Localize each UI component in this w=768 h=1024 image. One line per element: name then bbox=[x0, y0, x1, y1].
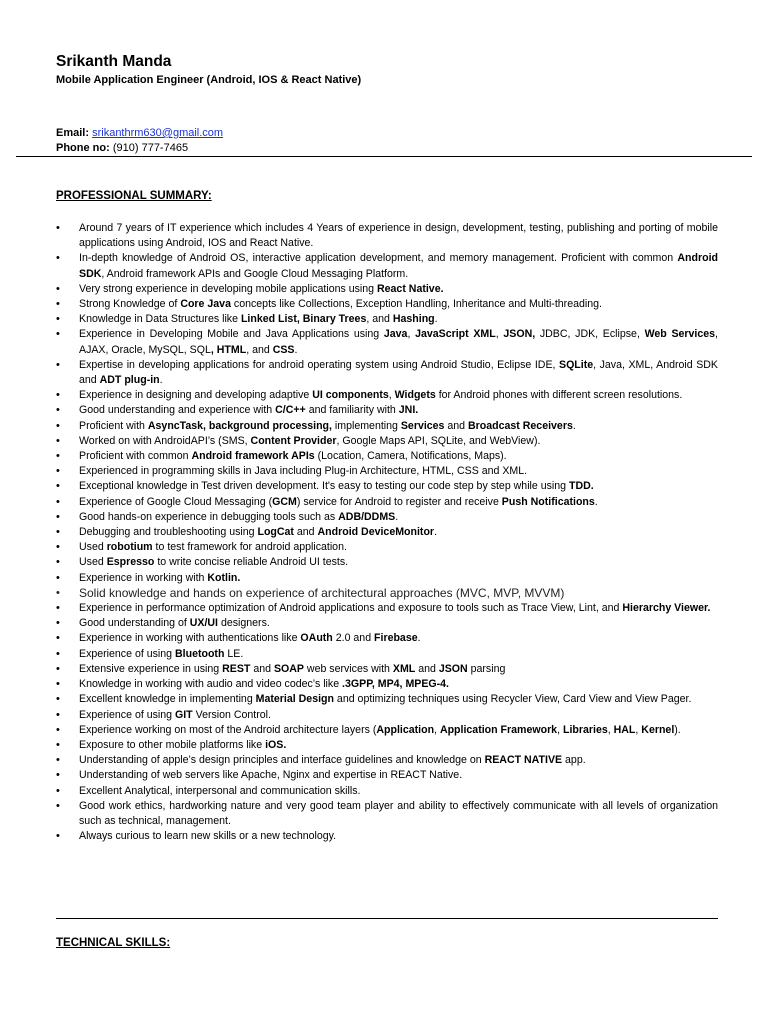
summary-text: , bbox=[434, 723, 440, 736]
summary-text: Used bbox=[79, 541, 107, 554]
summary-text: Linked List, Binary Trees bbox=[240, 313, 367, 326]
summary-text: robotium bbox=[106, 541, 153, 554]
summary-item bbox=[56, 479, 718, 494]
summary-text: Hashing bbox=[392, 313, 435, 326]
summary-text: . bbox=[395, 510, 399, 523]
summary-text: Around 7 years of IT experience which includes 4 Years of experience in design, development, testing, publishing and porting of mobile applications using Android, IOS and React Native. bbox=[79, 222, 718, 250]
summary-text: Experience in working with bbox=[79, 571, 208, 584]
summary-text: Good understanding of bbox=[79, 617, 190, 630]
summary-text: Material Design bbox=[255, 693, 334, 706]
summary-text: , AJAX, Oracle, MySQL, SQL bbox=[79, 328, 718, 356]
summary-item bbox=[56, 419, 718, 434]
summary-item bbox=[56, 434, 718, 449]
summary-text: . bbox=[434, 526, 438, 539]
summary-text: . bbox=[594, 495, 598, 508]
summary-text: REACT NATIVE bbox=[484, 754, 563, 767]
summary-text: , Java, XML, Android SDK and bbox=[79, 358, 718, 387]
summary-item bbox=[56, 555, 718, 570]
summary-text: , HTML bbox=[210, 343, 247, 356]
summary-text: Knowledge in working with audio and video codec’s like bbox=[79, 678, 343, 691]
summary-text: Excellent knowledge in implementing bbox=[79, 693, 256, 706]
summary-text: ) service for Android to register and receive bbox=[296, 495, 502, 508]
summary-text: Experience in designing and developing adaptive bbox=[79, 389, 313, 402]
summary-item bbox=[56, 449, 718, 464]
summary-text: . bbox=[417, 632, 421, 645]
summary-text: Application bbox=[376, 723, 435, 736]
summary-text: Extensive experience in using bbox=[79, 662, 223, 675]
summary-text: , and bbox=[366, 313, 393, 326]
summary-text: Bluetooth bbox=[175, 647, 225, 660]
summary-text: Experience in Developing Mobile and Java Applications using bbox=[79, 328, 384, 341]
summary-text: . bbox=[159, 374, 163, 387]
summary-text: Push Notifications bbox=[501, 495, 595, 508]
summary-text: AsyncTask, background processing, bbox=[147, 419, 332, 432]
email-label: Email bbox=[56, 127, 86, 139]
summary-text: Web Services bbox=[644, 328, 716, 341]
summary-text: LogCat bbox=[257, 526, 294, 539]
email-link[interactable]: srikanthrm630@gmail.com bbox=[92, 127, 224, 139]
summary-text: Used bbox=[79, 556, 107, 569]
summary-text: Hierarchy Viewer. bbox=[622, 602, 711, 615]
summary-text: Exposure to other mobile platforms like bbox=[79, 738, 266, 751]
summary-item bbox=[56, 540, 718, 555]
summary-text: to write concise reliable Android UI tests. bbox=[154, 556, 349, 569]
summary-text: JDBC, JDK, Eclipse, bbox=[535, 328, 645, 341]
summary-text: Java bbox=[383, 328, 408, 341]
summary-item bbox=[56, 312, 718, 327]
summary-text: , bbox=[495, 328, 504, 341]
summary-item bbox=[56, 708, 718, 723]
summary-text: Kernel bbox=[641, 723, 675, 736]
summary-text: , bbox=[607, 723, 614, 736]
summary-text: GIT bbox=[175, 708, 193, 721]
summary-text: Content Provider bbox=[250, 434, 337, 447]
summary-item bbox=[56, 692, 718, 707]
summary-item bbox=[56, 388, 718, 403]
summary-text: Debugging and troubleshooting using bbox=[79, 526, 258, 539]
section-divider bbox=[56, 918, 718, 919]
summary-item bbox=[56, 631, 718, 646]
summary-item bbox=[56, 358, 718, 388]
summary-text: and bbox=[444, 419, 469, 432]
summary-text: ADT plug-in bbox=[99, 374, 160, 387]
summary-text: Core Java bbox=[180, 298, 231, 311]
summary-text: . bbox=[572, 419, 576, 432]
summary-text: SQLite bbox=[559, 358, 594, 371]
summary-text: and bbox=[415, 662, 439, 675]
summary-text: implementing bbox=[331, 419, 401, 432]
summary-text: Knowledge in Data Structures like bbox=[79, 313, 241, 326]
summary-text: Espresso bbox=[106, 556, 155, 569]
summary-text: , Android framework APIs and Google Cloud Messaging Platform. bbox=[101, 267, 409, 280]
candidate-name: Srikanth Manda bbox=[56, 53, 172, 70]
summary-item bbox=[56, 829, 718, 844]
summary-item bbox=[56, 571, 718, 586]
summary-text: , bbox=[635, 723, 642, 736]
summary-item bbox=[56, 677, 718, 692]
summary-text: (Location, Camera, Notifications, Maps). bbox=[314, 450, 507, 463]
summary-text: TDD. bbox=[569, 480, 594, 493]
summary-text: iOS. bbox=[265, 738, 287, 751]
summary-text: JSON bbox=[438, 662, 468, 675]
summary-item bbox=[56, 464, 718, 479]
summary-text: REST bbox=[222, 662, 251, 675]
summary-text: Firebase bbox=[374, 632, 418, 645]
summary-text: , and bbox=[246, 343, 273, 356]
summary-text: for Android phones with different screen resolutions. bbox=[435, 389, 683, 402]
summary-heading: PROFESSIONAL SUMMARY: bbox=[56, 190, 212, 202]
summary-text: ). bbox=[674, 723, 681, 736]
summary-item bbox=[56, 799, 718, 829]
summary-text: Worked on with AndroidAPI’s (SMS, bbox=[79, 434, 251, 447]
summary-text: C/C++ bbox=[275, 404, 306, 417]
summary-text: Experience of Google Cloud Messaging ( bbox=[79, 495, 273, 508]
summary-text: Understanding of apple’s design principles and interface guidelines and knowledge on bbox=[79, 754, 485, 767]
summary-text: and bbox=[250, 662, 274, 675]
email-line: Email: srikanthrm630@gmail.com bbox=[56, 127, 224, 139]
summary-text: Exceptional knowledge in Test driven development. It's easy to testing our code step by step while using bbox=[79, 480, 570, 493]
skills-heading: TECHNICAL SKILLS: bbox=[56, 937, 171, 949]
summary-text: UX/UI bbox=[189, 617, 218, 630]
summary-text: , bbox=[388, 389, 395, 402]
summary-text: Android framework APIs bbox=[191, 450, 315, 463]
summary-text: JSON, bbox=[503, 328, 536, 341]
summary-text: Broadcast Receivers bbox=[468, 419, 573, 432]
summary-text: Version Control. bbox=[192, 708, 271, 721]
summary-text: Android SDK bbox=[79, 252, 718, 280]
summary-text: GCM bbox=[272, 495, 297, 508]
summary-text: Experience in performance optimization of Android applications and exposure to tools such as Trace View, Lint, and bbox=[79, 602, 623, 615]
summary-text: XML bbox=[392, 662, 416, 675]
summary-text: Strong Knowledge of bbox=[79, 298, 181, 311]
summary-item bbox=[56, 723, 718, 738]
summary-text: , bbox=[407, 328, 416, 341]
phone-line: Phone no: (910) 777-7465 bbox=[56, 142, 189, 154]
summary-text: parsing bbox=[467, 662, 506, 675]
summary-text: to test framework for android application. bbox=[152, 541, 347, 554]
summary-text: Always curious to learn new skills or a new technology. bbox=[79, 830, 337, 843]
summary-text: .3GPP, MP4, MPEG-4. bbox=[342, 678, 450, 691]
summary-text: web services with bbox=[303, 662, 393, 675]
summary-text: Good understanding and experience with bbox=[79, 404, 276, 417]
summary-text: Excellent Analytical, interpersonal and communication skills. bbox=[79, 784, 361, 797]
summary-item bbox=[56, 282, 718, 297]
summary-item bbox=[56, 616, 718, 631]
summary-text: ADB/DDMS bbox=[338, 510, 396, 523]
summary-text: Kotlin. bbox=[207, 571, 241, 584]
summary-item bbox=[56, 327, 718, 357]
summary-text: Experienced in programming skills in Java including Plug-in Architecture, HTML, CSS and XML. bbox=[79, 465, 528, 478]
summary-text: and familiarity with bbox=[305, 404, 399, 417]
summary-text: Expertise in developing applications for android operating system using Android Studio, Eclipse IDE, bbox=[79, 358, 559, 371]
summary-item bbox=[56, 403, 718, 418]
summary-text: Experience working on most of the Android architecture layers ( bbox=[79, 723, 377, 736]
summary-text: UI components bbox=[312, 389, 389, 402]
summary-text: Understanding of web servers like Apache, Nginx and expertise in REACT Native. bbox=[79, 769, 463, 782]
summary-text: , bbox=[557, 723, 563, 736]
job-title: Mobile Application Engineer (Android, IOS & React Native) bbox=[56, 74, 362, 86]
summary-text: . bbox=[434, 313, 438, 326]
summary-text: designers. bbox=[218, 617, 270, 630]
summary-text: Good hands-on experience in debugging tools such as bbox=[79, 510, 339, 523]
summary-text: Very strong experience in developing mobile applications using bbox=[79, 282, 377, 295]
summary-text: , Google Maps API, SQLite, and WebView). bbox=[336, 434, 541, 447]
summary-text: OAuth bbox=[300, 632, 333, 645]
summary-text: JNI. bbox=[398, 404, 419, 417]
summary-list bbox=[56, 221, 718, 844]
summary-text: JavaScript XML bbox=[415, 328, 496, 341]
summary-text: 2.0 and bbox=[332, 632, 375, 645]
summary-text: LE. bbox=[224, 647, 244, 660]
summary-text: Widgets bbox=[394, 389, 436, 402]
summary-item bbox=[56, 510, 718, 525]
summary-text: Solid knowledge and hands on experience of architectural approaches (MVC, MVP, MVVM) bbox=[79, 585, 565, 600]
summary-item bbox=[56, 297, 718, 312]
summary-item bbox=[56, 647, 718, 662]
summary-text: In-depth knowledge of Android OS, interactive application development, and memory management. Proficient with common bbox=[79, 252, 678, 265]
summary-text: Proficient with bbox=[79, 419, 148, 432]
summary-text: Experience in working with authentications like bbox=[79, 632, 301, 645]
phone-number: (910) 777-7465 bbox=[112, 142, 189, 154]
summary-item bbox=[56, 768, 718, 783]
summary-text: React Native. bbox=[377, 282, 444, 295]
summary-text: Services bbox=[400, 419, 445, 432]
phone-label: Phone no bbox=[56, 142, 107, 154]
summary-item bbox=[56, 525, 718, 540]
summary-text: CSS bbox=[272, 343, 295, 356]
summary-text: HAL bbox=[613, 723, 636, 736]
summary-text: Experience of using bbox=[79, 647, 175, 660]
summary-item bbox=[56, 784, 718, 799]
summary-item bbox=[56, 601, 718, 616]
summary-item bbox=[56, 495, 718, 510]
summary-text: concepts like Collections, Exception Handling, Inheritance and Multi-threading. bbox=[230, 298, 602, 311]
summary-text: Application Framework bbox=[439, 723, 558, 736]
summary-item bbox=[56, 738, 718, 753]
summary-text: Experience of using bbox=[79, 708, 175, 721]
summary-text: app. bbox=[562, 754, 586, 767]
summary-text: and optimizing techniques using Recycler View, Card View and View Pager. bbox=[333, 693, 692, 706]
summary-text: SOAP bbox=[273, 662, 304, 675]
summary-item bbox=[56, 251, 718, 281]
summary-item bbox=[56, 662, 718, 677]
summary-text: and bbox=[293, 526, 318, 539]
summary-text: Android DeviceMonitor bbox=[317, 526, 435, 539]
header-divider bbox=[16, 156, 752, 157]
summary-text: Libraries bbox=[562, 723, 608, 736]
summary-item bbox=[56, 586, 718, 601]
summary-text: Proficient with common bbox=[79, 450, 192, 463]
summary-item bbox=[56, 753, 718, 768]
summary-item bbox=[56, 221, 718, 251]
summary-text: Good work ethics, hardworking nature and very good team player and ability to effectively communicate with all levels of organization such as technical, management. bbox=[79, 799, 718, 827]
summary-text: . bbox=[294, 343, 298, 356]
